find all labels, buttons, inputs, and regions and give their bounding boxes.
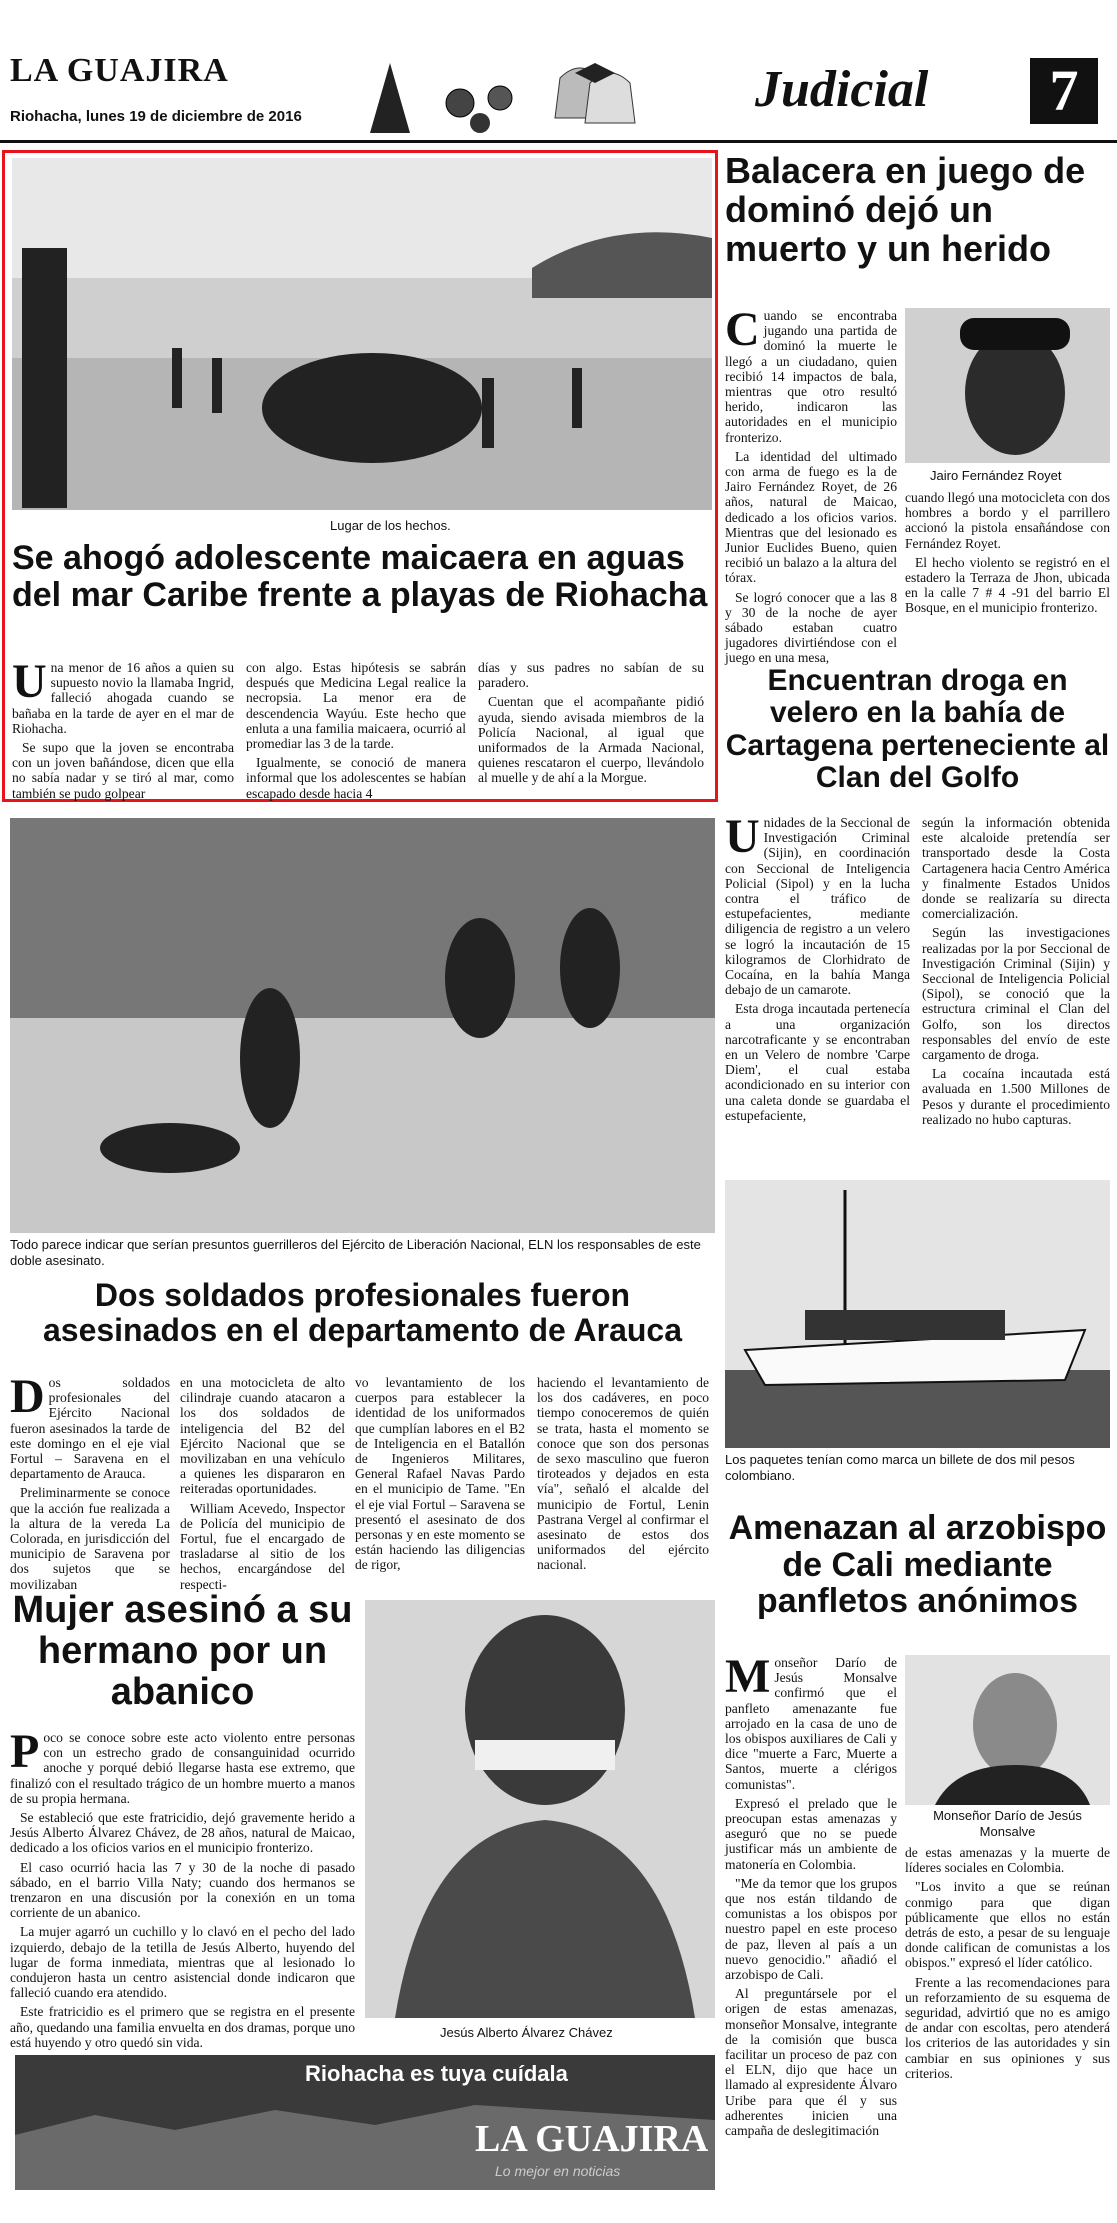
victim-portrait bbox=[905, 308, 1110, 463]
christmas-decoration bbox=[350, 58, 650, 138]
story2-col2: cuando llegó una motocicleta con dos hombres a bordo y el parrillero accionó la pistola ensañándose con Fernández Royet. El hecho violento se registró en el estadero la Terraza de Jhon, ubicada en la calle 7 # 4 -91 del barrio El Bosque, en el municipio fronterizo. bbox=[905, 490, 1110, 616]
story1-dropcap: U bbox=[12, 655, 47, 708]
story3-dropcap: U bbox=[725, 810, 760, 863]
story4-headline: Dos soldados profesionales fueron asesinados en el departamento de Arauca bbox=[42, 1277, 683, 1348]
story1-caption: Lugar de los hechos. bbox=[330, 518, 451, 533]
promo-banner bbox=[15, 2055, 715, 2190]
story5-headline: Mujer asesinó a su hermano por un abanico bbox=[12, 1589, 353, 1714]
story4-dropcap: D bbox=[10, 1370, 45, 1423]
story3-caption: Los paquetes tenían como marca un billete de dos mil pesos colombiano. bbox=[725, 1452, 1075, 1483]
story6-dropcap: M bbox=[725, 1650, 771, 1703]
story4-col4: haciendo el levantamiento de los dos cadáveres, en poco tiempo conoceremos de quién se trata, hasta el momento se conoce que son dos personas de sexo masculino que fueron tiroteados y dejados en esta vía", señaló el alcalde del municipio de Fortul, Lenin Pastrana Vergel al confirmar el asesinato de estos dos uniformados del ejército nacional. bbox=[537, 1375, 709, 1573]
story1-col1: U na menor de 16 años a quien su supuesto novio la llamaba Ingrid, falleció ahogada cuando se bañaba en la tarde de ayer en el mar de Riohacha. Se supo que la joven se encontraba con un joven bañándose, dicen que ella no sabía nadar y se tiró al mar, como también se pudo golpear bbox=[12, 655, 234, 801]
beach-photo bbox=[12, 158, 712, 510]
masthead-logo: LA GUAJIRA bbox=[10, 52, 229, 89]
story4-col1: D os soldados profesionales del Ejército Nacional fueron asesinados la tarde de este domingo en el eje vial Fortul – Saravena en el departamento de Arauca. Preliminarmente se conoce que la acción fue realizada a la altura de la vereda La Colorada, en jurisdicción del municipio de Saravena por dos sujetos que se movilizaban bbox=[10, 1370, 170, 1592]
page-number: 7 bbox=[1030, 58, 1098, 124]
story2-col1: C uando se encontraba jugando una partida de dominó la muerte le llegó a un ciudadano, quien recibió 14 impactos de bala, mientras que otro resultó herido, indicaron las autoridades en el municipio fronterizo. La identidad del ultimado con arma de fuego es la de Jairo Fernández Royet, de 26 años, natural de Maicao, dedicado a los oficios varios. Mientras que del lesionado es Junior Euclides Bueno, quien recibió un balazo a la altura del tórax. Se logró conocer que a las 8 y 30 de la noche de ayer sábado estaban cuatro jugadores divirtiéndose con el juego en una mesa, bbox=[725, 303, 897, 666]
sailboat-photo bbox=[725, 1180, 1110, 1448]
story1-col2: con algo. Estas hipótesis se sabrán después que Medicina Legal realice la necropsia. La menor era de descendencia Wayúu. Este hecho que enluta a una familia maicaera, ocurrió al promediar las 3 de la tarde. Igualmente, se conoció de manera informal que los adolescentes se habían escapado desde hacia 4 bbox=[246, 660, 466, 801]
story3-col2: según la información obtenida este alcaloide pretendía ser transportado desde la Costa Cartagenera hacia Centro América y finalmente Estados Unidos donde se realizaría su directa comercialización. Según las investigaciones realizadas por la por Seccional de Investigación Criminal (Sijin) y Seccional de Inteligencia Policial (Sipol), se conoció que la estructura criminal el Clan del Golfo, son los directos responsables del envío de este cargamento de droga. La cocaína incautada está avaluada en 1.500 Millones de Pesos y durante el procedimiento realizado no hubo capturas. bbox=[922, 815, 1110, 1127]
story5-body: P oco se conoce sobre este acto violento entre personas con un estrecho grado de consanguinidad ocurrido anoche y porqué debió llegarse hasta ese extremo, que finalizó con el resultado trágico de un hombre muerto a manos de su propia hermana. Se estableció que este fratricidio, dejó gravemente herido a Jesús Alberto Álvarez Chávez, de 28 años, natural de Maicao, dedicado a los oficios varios en el municipio fronterizo. El caso ocurrió hacia las 7 y 30 de la noche di pasado sábado, en el barrio Villa Naty; cuando dos hermanos se trenzaron en una discusión por la conexión en un toma corriente de un abanico. La mujer agarró un cuchillo y lo clavó en el pecho del lado izquierdo, debajo de la tetilla de Jesús Alberto, huyendo del lugar de forma inmediata, mientras que al lesionado lo condujeron hasta un centro asistencial donde indicaron que falleció cuando era atendido. Este fratricidio es el primero que se registra en el presente año, quedando una familia envuelta en dos dramas, porque uno está huyendo y otro quedó sin vida. bbox=[10, 1725, 355, 2050]
victim-photo bbox=[365, 1600, 715, 2018]
masthead-rule bbox=[0, 140, 1117, 143]
section-title: Judicial bbox=[755, 61, 929, 118]
banner-tagline: Lo mejor en noticias bbox=[495, 2163, 621, 2179]
soldiers-photo bbox=[10, 818, 715, 1233]
story6-caption: Monseñor Darío de Jesús Monsalve bbox=[933, 1808, 1082, 1839]
story1-headline: Se ahogó adolescente maicaera en aguas del mar Caribe frente a playas de Riohacha bbox=[12, 539, 708, 614]
story1-col3: días y sus padres no sabían de su paradero. Cuentan que el acompañante pidió ayuda, siendo avisada miembros de la Policía Nacional, al igual que uniformados de la Armada Nacional, quienes rescataron el cuerpo, llevándolo al muelle y de ahí a la Morgue. bbox=[478, 660, 704, 786]
story6-col2: de estas amenazas y la muerte de líderes sociales en Colombia. "Los invito a que se reúnan conmigo para que digan públicamente que ellos no están detrás de esto, a pesar de su lenguaje donde califican de comunistas a los obispos." expresó el líder católico. Frente a las recomendaciones para un reforzamiento de su esquema de seguridad, advirtió que no es amigo de andar con escoltas, pero atenderá los criterios de las autoridades y sin cambiar en sus opiniones y sus criterios. bbox=[905, 1845, 1110, 2081]
story4-col2: en una motocicleta de alto cilindraje cuando atacaron a los dos soldados de inteligencia del B2 del Ejército Nacional que se movilizaban en una vehículo a quienes les dispararon en reiteradas oportunidades. William Acevedo, Inspector de Policía del municipio de Fortul, fue el encargado de trasladarse al sitio de los hechos, encargándose del respecti- bbox=[180, 1375, 345, 1592]
story4-caption: Todo parece indicar que serían presuntos guerrilleros del Ejército de Liberación Nacional, ELN los responsables de este doble asesinato. bbox=[10, 1237, 701, 1268]
story6-col1: M onseñor Darío de Jesús Monsalve confirmó que el panfleto amenazante fue arrojado en la casa de uno de los obispos auxiliares de Cali y dice "muerte a Farc, Muerte a Santos, muerte a clérigos comunistas". Expresó el prelado que le preocupan estas amenazas y aseguró que no se puede justificar más un ambiente de matonería en Colombia. "Me da temor que los grupos que nos están tildando de comunistas a los obispos por nuestro papel en este proceso de paz, lleven al país a un nuevo genocidio." añadió el arzobispo de Cali. Al preguntársele por el origen de estas amenazas, monseñor Monsalve, integrante de la comisión que busca facilitar un proceso de paz con el ELN, dijo que hace un llamado al expresidente Álvaro Uribe para que él y sus adherentes inicien una campaña de deslegitimación bbox=[725, 1650, 897, 2139]
story4-col3: vo levantamiento de los cuerpos para establecer la identidad de los uniformados que cumplían labores en el B2 de Inteligencia en el Batallón de Ingenieros Militares, General Rafael Navas Pardo en el municipio de Tame. "En el eje vial Fortul – Saravena se presentó el asesinato de dos personas y en este momento se están haciendo las diligencias de rigor, bbox=[355, 1375, 525, 1573]
banner-slogan: Riohacha es tuya cuídala bbox=[305, 2061, 568, 2086]
banner-logo: LA GUAJIRA bbox=[475, 2118, 709, 2160]
archbishop-portrait bbox=[905, 1655, 1110, 1805]
story2-dropcap: C bbox=[725, 303, 760, 356]
story5-dropcap: P bbox=[10, 1725, 40, 1778]
story3-headline: Encuentran droga en velero en la bahía de Cartagena perteneciente al Clan del Golfo bbox=[725, 664, 1110, 795]
story3-col1: U nidades de la Seccional de Investigación Criminal (Sijin), en coordinación con Seccional de Inteligencia Policial (Sipol) y en la lucha contra el tráfico de estupefacientes, mediante diligencia de registro a un velero se logró la incautación de 15 kilogramos de Clorhidrato de Cocaína, en la bahía Manga debajo de un camarote. Esta droga incautada pertenecía a una organización narcotraficante y se encontraban en un Velero de nombre 'Carpe Diem', el cual estaba acondicionado en su interior con una caleta donde se guardaba el estupefaciente, bbox=[725, 810, 910, 1123]
masthead-date: Riohacha, lunes 19 de diciembre de 2016 bbox=[10, 108, 302, 125]
story6-headline: Amenazan al arzobispo de Cali mediante panfletos anónimos bbox=[728, 1509, 1107, 1621]
story2-headline: Balacera en juego de dominó dejó un muerto y un herido bbox=[725, 150, 1086, 269]
story5-caption: Jesús Alberto Álvarez Chávez bbox=[440, 2025, 613, 2040]
story2-caption: Jairo Fernández Royet bbox=[930, 468, 1062, 483]
